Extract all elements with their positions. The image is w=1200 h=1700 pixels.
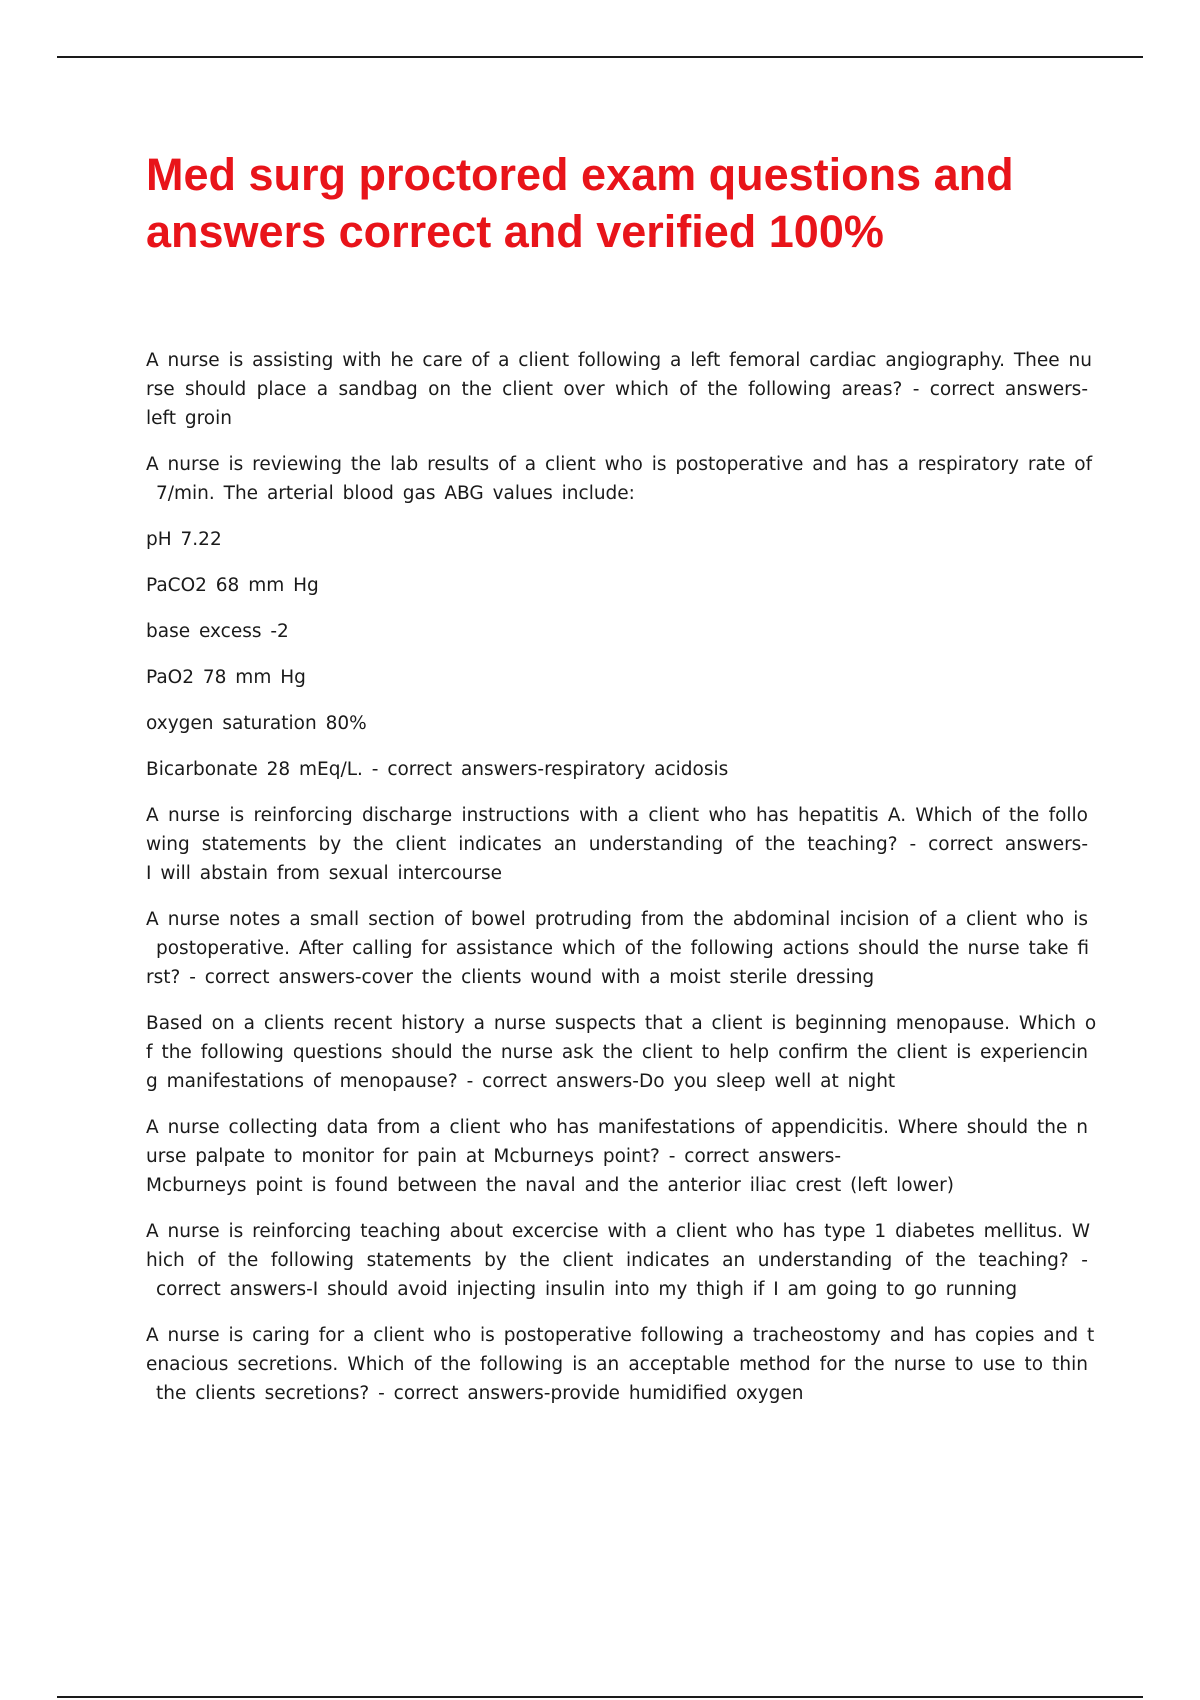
question-5-line-1: Based on a clients recent history a nurse suspects that a client is beginning menopause. Which o [146,1013,1097,1034]
question-3-line-3: I will abstain from sexual intercourse [146,863,503,884]
question-6-line-3: Mcburneys point is found between the naval and the anterior iliac crest (left lower) [146,1175,954,1196]
abg-oxygen-saturation: oxygen saturation 80% [146,713,367,734]
question-4 [146,905,1088,992]
question-4-line-3: rst? - correct answers-cover the clients wound with a moist sterile dressing [146,967,875,988]
question-6-line-1: A nurse collecting data from a client who has manifestations of appendicitis. Where should the n [146,1117,1088,1138]
question-7-line-2: hich of the following statements by the client indicates an understanding of the teaching? - [146,1250,1088,1271]
question-8-line-3: the clients secretions? - correct answers-provide humidified oxygen [156,1383,804,1404]
question-2-line-2: 7/min. The arterial blood gas ABG values include: [156,483,635,504]
question-1-line-3: left groin [146,408,232,429]
question-8-line-2: enacious secretions. Which of the following is an acceptable method for the nurse to use to thin [146,1354,1088,1375]
question-8-line-1: A nurse is caring for a client who is postoperative following a tracheostomy and has copies and t [146,1325,1095,1346]
top-rule [57,56,1143,58]
question-7 [146,1217,1091,1304]
question-1-line-1: A nurse is assisting with he care of a client following a left femoral cardiac angiography. Thee nu [146,350,1092,371]
question-4-line-1: A nurse notes a small section of bowel protruding from the abdominal incision of a client who is [146,909,1088,930]
abg-base-excess: base excess -2 [146,621,289,642]
question-5-line-2: f the following questions should the nurse ask the client to help confirm the client is experiencin [146,1042,1088,1063]
bottom-rule [57,1696,1143,1698]
abg-bicarbonate-answer: Bicarbonate 28 mEq/L. - correct answers-respiratory acidosis [146,759,729,780]
document-title [146,146,1096,260]
abg-paco2: PaCO2 68 mm Hg [146,575,319,596]
title-line-1: Med surg proctored exam questions and [146,149,1014,200]
document-body [146,346,1097,1425]
question-7-line-3: correct answers-I should avoid injecting insulin into my thigh if I am going to go running [156,1279,1018,1300]
title-line-2: answers correct and verified 100% [146,206,884,257]
question-3-line-2: wing statements by the client indicates an understanding of the teaching? - correct answers- [146,834,1088,855]
question-3-line-1: A nurse is reinforcing discharge instructions with a client who has hepatitis A. Which of the follo [146,805,1088,826]
question-3 [146,801,1088,888]
question-6-line-2: urse palpate to monitor for pain at Mcburneys point? - correct answers- [146,1146,842,1167]
question-2 [146,450,1093,508]
question-1 [146,346,1092,433]
abg-pao2: PaO2 78 mm Hg [146,667,306,688]
question-8 [146,1321,1095,1408]
abg-ph: pH 7.22 [146,529,222,550]
question-5-line-3: g manifestations of menopause? - correct answers-Do you sleep well at night [146,1071,896,1092]
question-6 [146,1113,1088,1200]
question-5 [146,1009,1097,1096]
question-1-line-2: rse should place a sandbag on the client over which of the following areas? - correct answers- [146,379,1088,400]
question-2-line-1: A nurse is reviewing the lab results of a client who is postoperative and has a respiratory rate of [146,454,1093,475]
question-4-line-2: postoperative. After calling for assistance which of the following actions should the nurse take fi [156,938,1090,959]
question-7-line-1: A nurse is reinforcing teaching about excercise with a client who has type 1 diabetes mellitus. W [146,1221,1091,1242]
